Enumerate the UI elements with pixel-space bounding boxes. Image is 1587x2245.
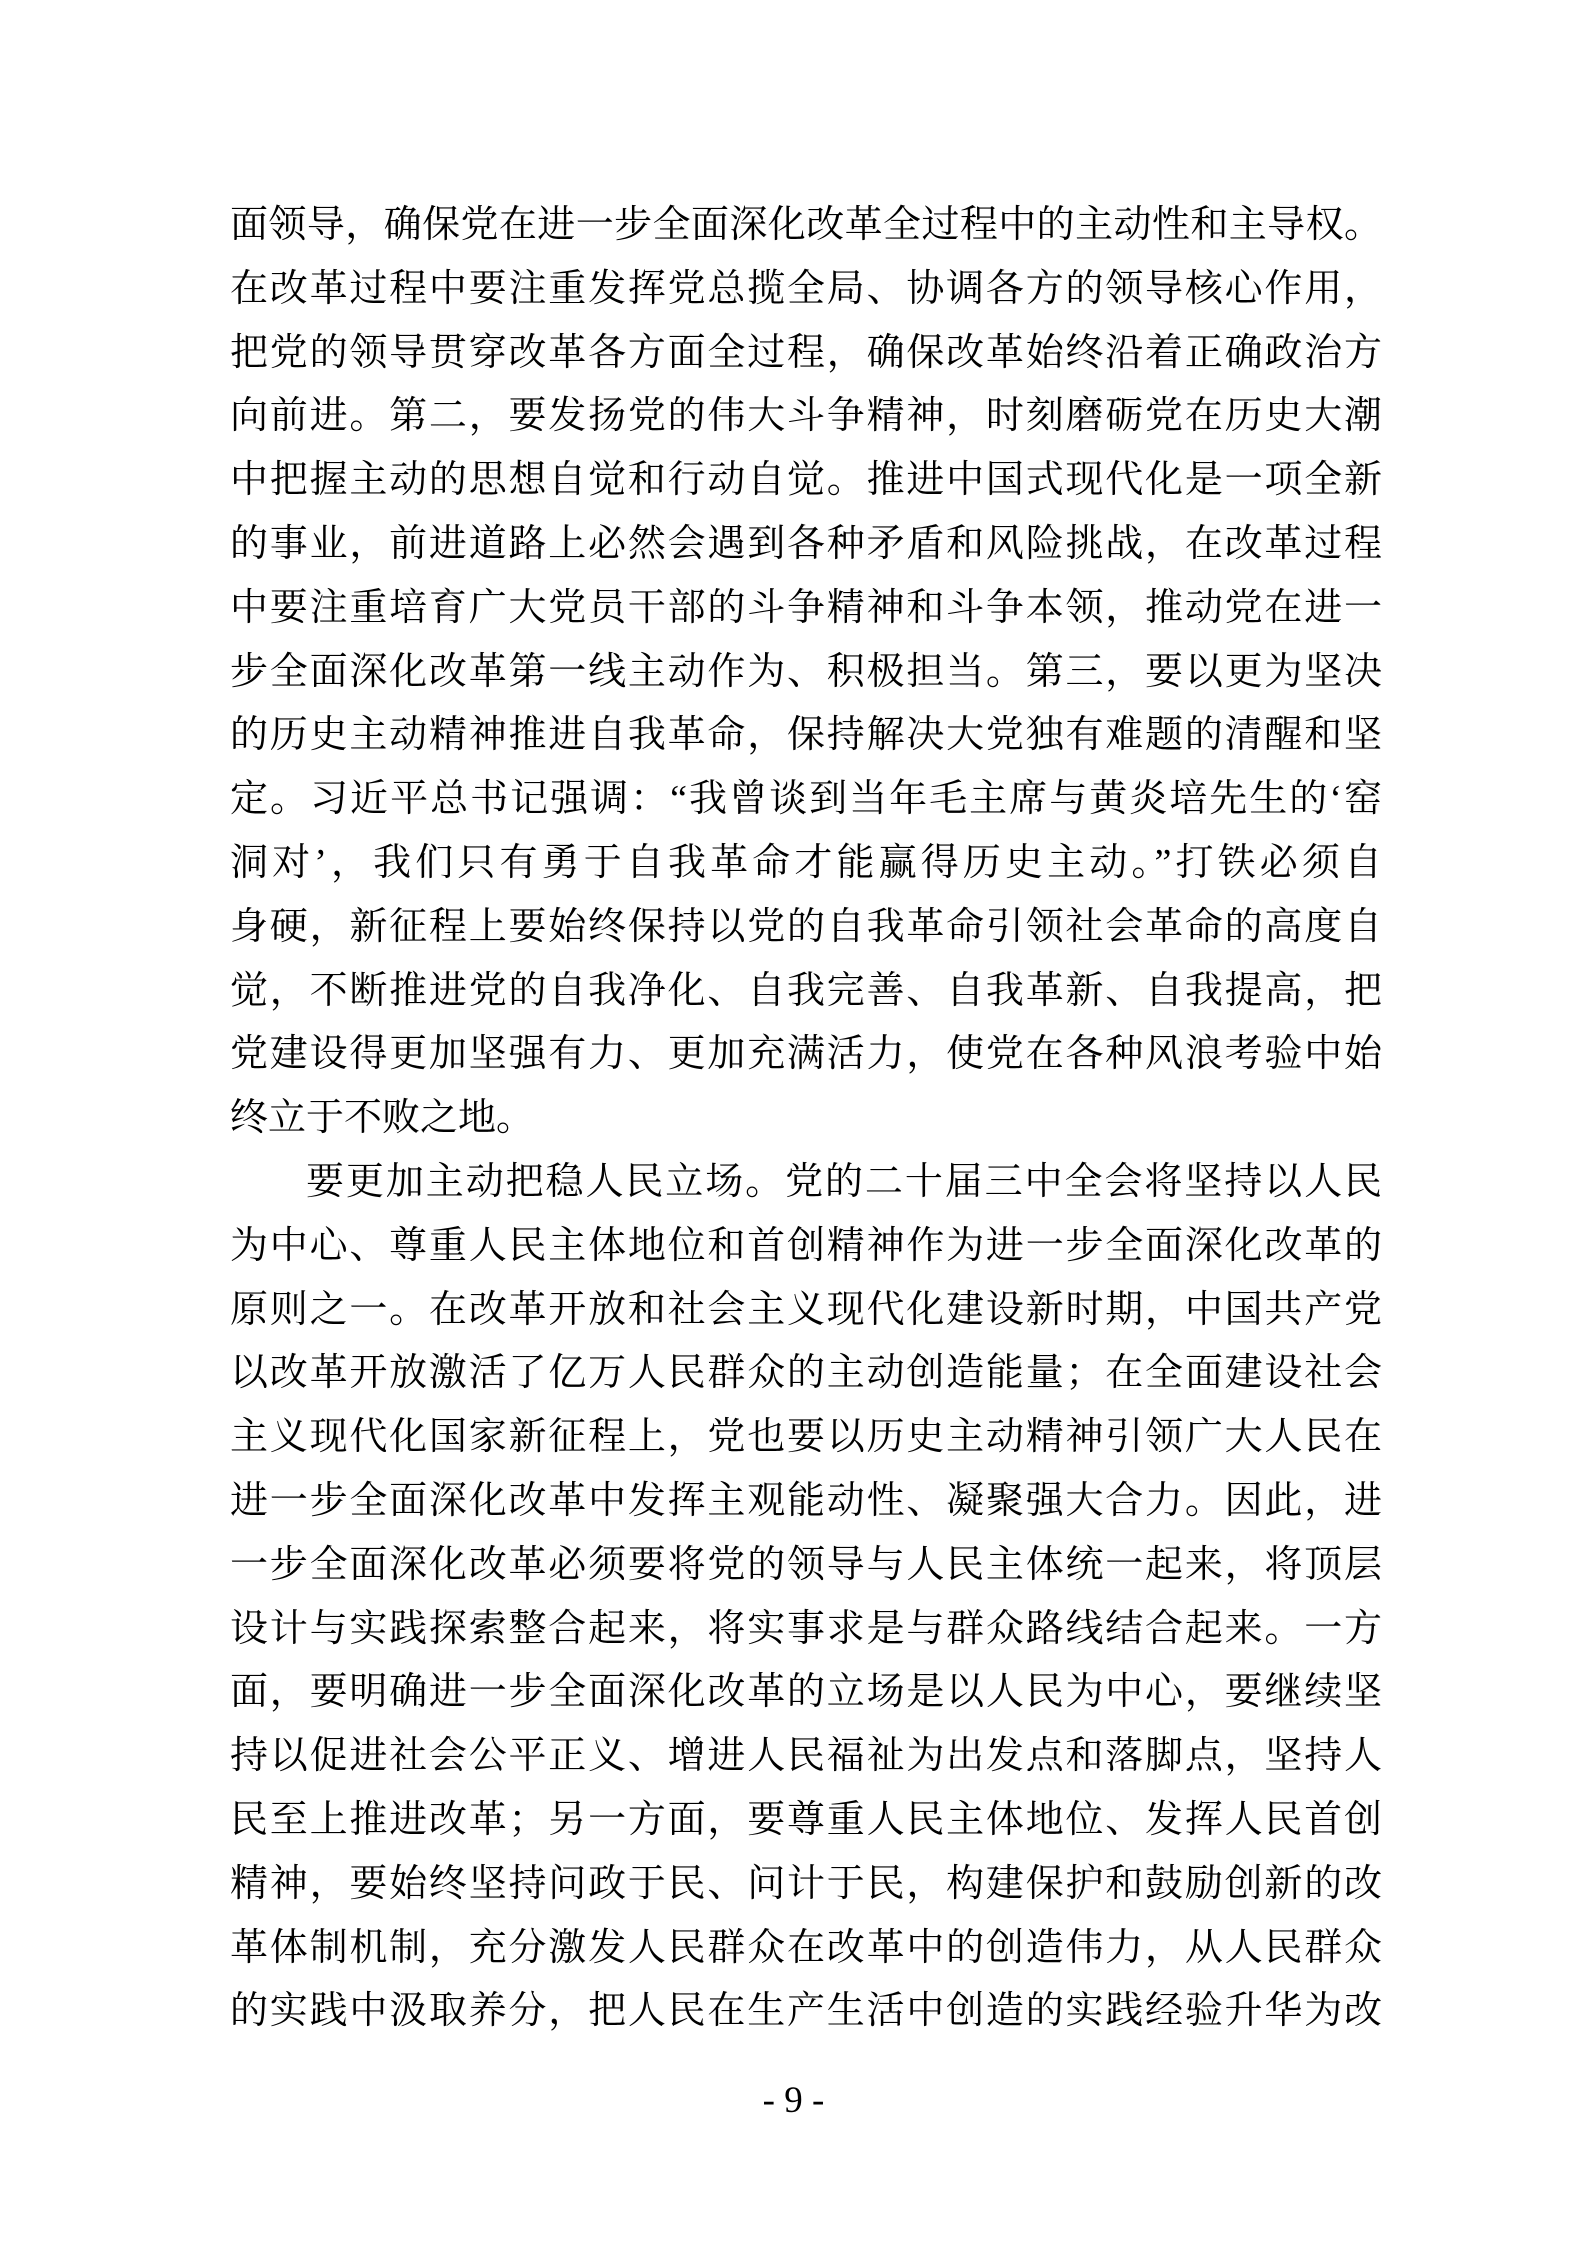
text-line: 民至上推进改革；另一方面，要尊重人民主体地位、发挥人民首创 [230, 1798, 1382, 1841]
text-line: 党建设得更加坚强有力、更加充满活力，使党在各种风浪考验中始 [230, 1033, 1382, 1076]
text-line: 身硬，新征程上要始终保持以党的自我革命引领社会革命的高度自 [230, 905, 1382, 948]
text-line: 为中心、尊重人民主体地位和首创精神作为进一步全面深化改革的 [230, 1224, 1382, 1267]
text-line: 中要注重培育广大党员干部的斗争精神和斗争本领，推动党在进一 [230, 586, 1382, 629]
document-body-text [230, 194, 1382, 2044]
text-line: 在改革过程中要注重发挥党总揽全局、协调各方的领导核心作用， [230, 267, 1382, 310]
text-line: 中把握主动的思想自觉和行动自觉。推进中国式现代化是一项全新 [230, 459, 1382, 502]
text-line: 步全面深化改革第一线主动作为、积极担当。第三，要以更为坚决 [230, 650, 1382, 693]
paragraph-2 [230, 1151, 1382, 2044]
text-line: 洞对’，我们只有勇于自我革命才能赢得历史主动。”打铁必须自 [230, 841, 1382, 884]
text-line: 精神，要始终坚持问政于民、问计于民，构建保护和鼓励创新的改 [230, 1862, 1382, 1905]
text-line: 以改革开放激活了亿万人民群众的主动创造能量；在全面建设社会 [230, 1352, 1382, 1395]
text-line: 主义现代化国家新征程上，党也要以历史主动精神引领广大人民在 [230, 1416, 1382, 1459]
text-line: 原则之一。在改革开放和社会主义现代化建设新时期，中国共产党 [230, 1288, 1382, 1331]
text-line: 的事业，前进道路上必然会遇到各种矛盾和风险挑战，在改革过程 [230, 522, 1382, 565]
text-line: 把党的领导贯穿改革各方面全过程，确保改革始终沿着正确政治方 [230, 331, 1382, 374]
text-line: 觉，不断推进党的自我净化、自我完善、自我革新、自我提高，把 [230, 969, 1382, 1012]
text-line: 设计与实践探索整合起来，将实事求是与群众路线结合起来。一方 [230, 1607, 1382, 1650]
text-line: 持以促进社会公平正义、增进人民福祉为出发点和落脚点，坚持人 [230, 1735, 1382, 1778]
page-number: - 9 - [762, 2080, 825, 2121]
text-line: 的历史主动精神推进自我革命，保持解决大党独有难题的清醒和坚 [230, 714, 1382, 757]
text-line: 面领导，确保党在进一步全面深化改革全过程中的主动性和主导权。 [230, 204, 1382, 246]
text-line: 革体制机制，充分激发人民群众在改革中的创造伟力，从人民群众 [230, 1926, 1382, 1969]
text-line: 终立于不败之地。 [230, 1097, 535, 1140]
text-line: 向前进。第二，要发扬党的伟大斗争精神，时刻磨砺党在历史大潮 [230, 395, 1382, 438]
text-line: 进一步全面深化改革中发挥主观能动性、凝聚强大合力。因此，进 [230, 1479, 1382, 1522]
text-line: 定。习近平总书记强调：“我曾谈到当年毛主席与黄炎培先生的‘窑 [230, 778, 1382, 821]
text-line: 的实践中汲取养分，把人民在生产生活中创造的实践经验升华为改 [230, 1990, 1382, 2033]
text-line: 面，要明确进一步全面深化改革的立场是以人民为中心，要继续坚 [230, 1671, 1382, 1714]
paragraph-1 [230, 194, 1382, 1151]
text-line: 一步全面深化改革必须要将党的领导与人民主体统一起来，将顶层 [230, 1543, 1382, 1586]
text-line: 要更加主动把稳人民立场。党的二十届三中全会将坚持以人民 [306, 1160, 1382, 1203]
